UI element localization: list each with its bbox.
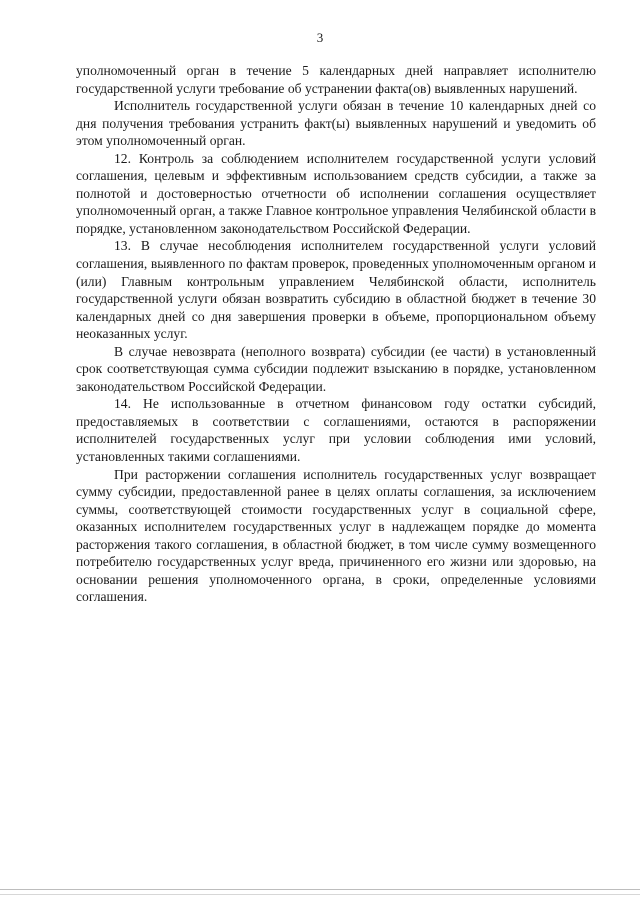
paragraph-14-unused-balances: 14. Не использованные в отчетном финансовом году остатки субсидий, предоставляемых в соответствии с соглашениями, остаются в распоряжении исполнителей государственных услуг при условии соблюдения ими условий, установленных такими соглашениями. [76, 396, 596, 465]
document-body [76, 62, 596, 606]
scan-edge-line [0, 889, 640, 890]
paragraph-termination: При расторжении соглашения исполнитель государственных услуг возвращает сумму субсидии, предоставленной ранее в целях оплаты соглашения, за исключением суммы, соответствующей стоимости государственных услуг в социальной сфере, оказанных исполнителем государственных услуг в надлежащем порядке до момента расторжения такого соглашения, в областной бюджет, в том числе сумму возмещенного потребителю государственных услуг вреда, причиненного его жизни или здоровью, на основании решения уполномоченного органа, в сроки, определенные условиями соглашения. [76, 466, 596, 605]
scan-edge-line [0, 894, 640, 895]
page-number: 3 [316, 30, 324, 45]
paragraph-violation-remedy: Исполнитель государственной услуги обязан в течение 10 календарных дней со дня получения требования устранить факт(ы) выявленных нарушений и уведомить об этом уполномоченный орган. [76, 98, 596, 149]
paragraph-continuation: уполномоченный орган в течение 5 календарных дней направляет исполнителю государственной услуги требование об устранении факта(ов) выявленных нарушений. [76, 63, 596, 96]
paragraph-13-noncompliance: 13. В случае несоблюдения исполнителем государственной услуги условий соглашения, выявленного по фактам проверок, проведенных уполномоченным органом и (или) Главным контрольным управлением Челябинской области, исполнитель государственной услуги обязан возвратить субсидию в областной бюджет в течение 30 календарных дней со дня завершения проверки в объеме, пропорциональном объему неоказанных услуг. [76, 238, 596, 342]
paragraph-nonrefund: В случае невозврата (неполного возврата) субсидии (ее части) в установленный срок соответствующая сумма субсидии подлежит взысканию в порядке, установленном законодательством Российской Федерации. [76, 343, 596, 394]
paragraph-12-control: 12. Контроль за соблюдением исполнителем государственной услуги условий соглашения, целевым и эффективным использованием средств субсидии, а также за полнотой и достоверностью отчетности об исполнении соглашения осуществляет уполномоченный орган, а также Главное контрольное управления Челябинской области в порядке, установленном законодательством Российской Федерации. [76, 150, 596, 236]
